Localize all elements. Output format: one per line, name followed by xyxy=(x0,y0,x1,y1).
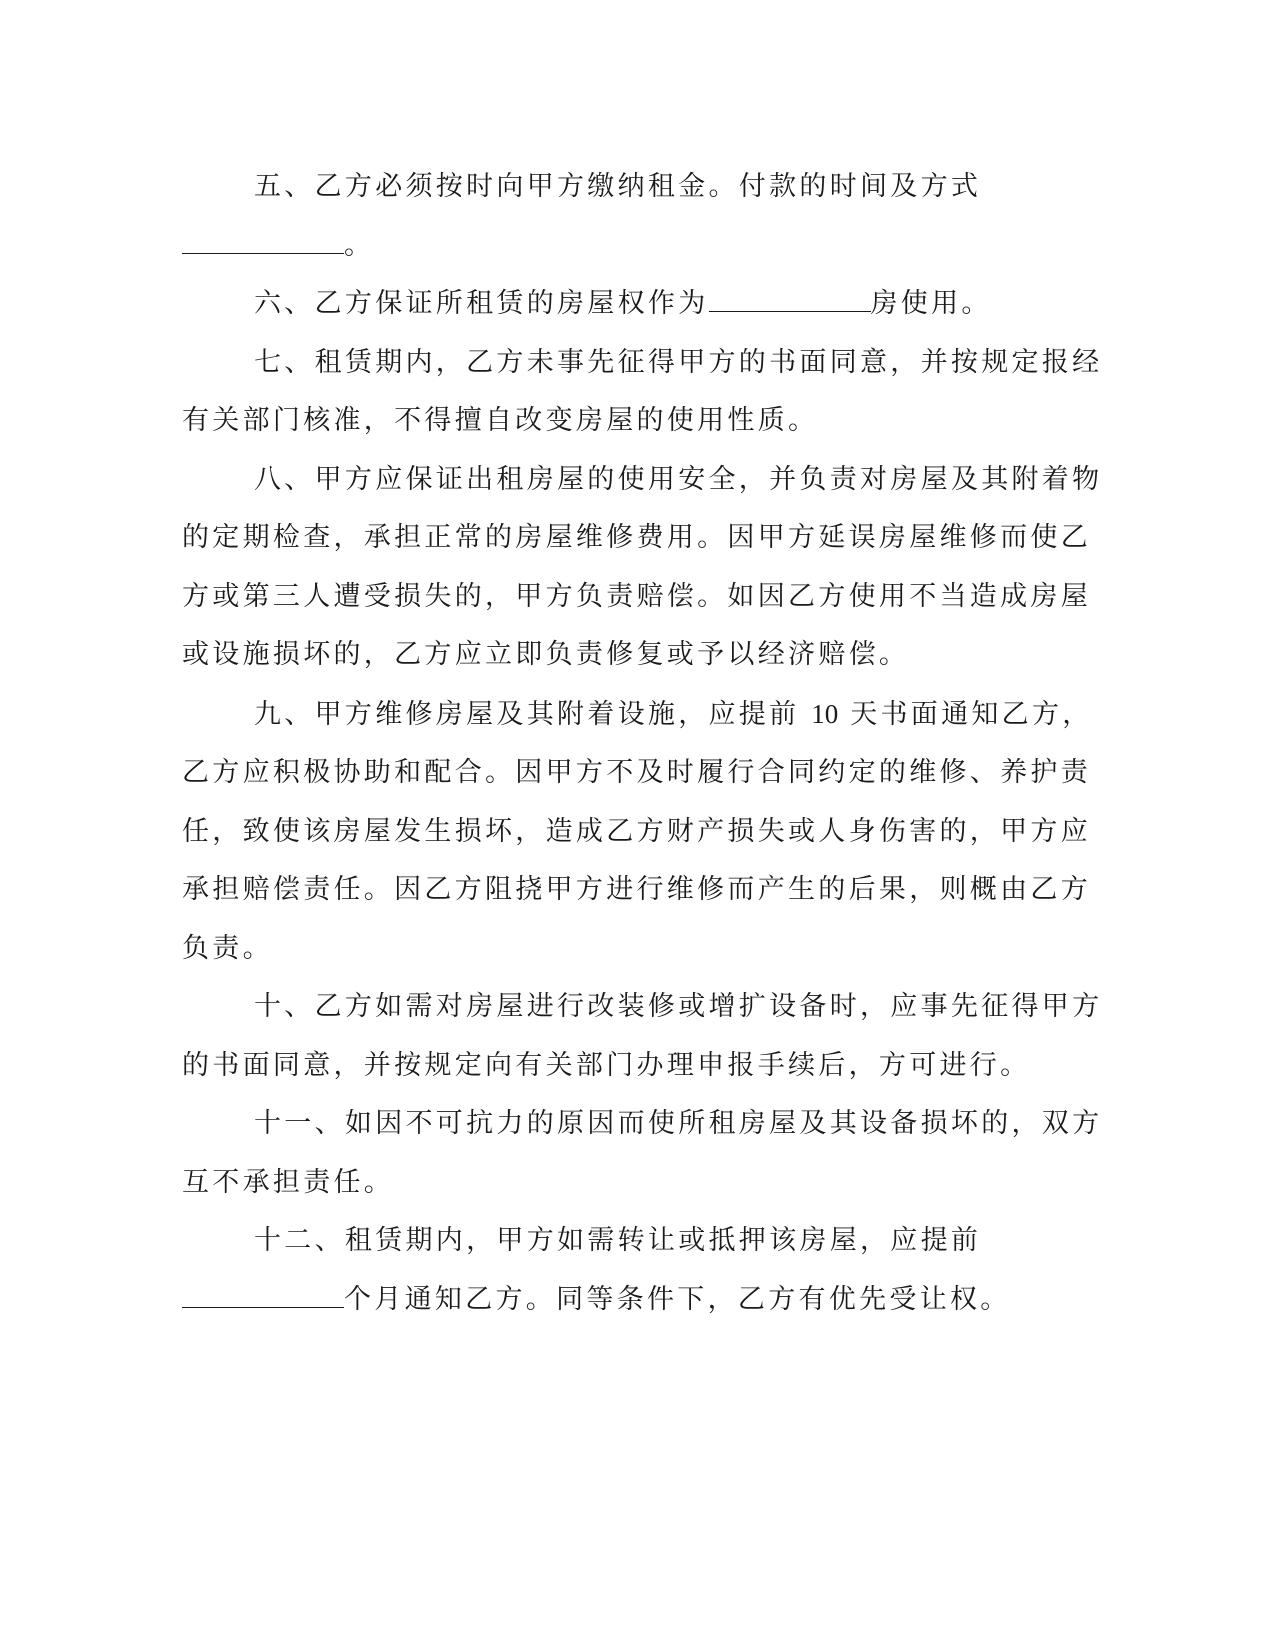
clause-9-line-1 xyxy=(182,685,1093,745)
clause-11-line-1: 十一、如因不可抗力的原因而使所租房屋及其设备损坏的，双方 xyxy=(254,1108,1103,1139)
clause-12-line-1: 十二、租赁期内，甲方如需转让或抵押该房屋，应提前 xyxy=(254,1225,982,1256)
clause-7-line-2: 有关部门核准，不得擅自改变房屋的使用性质。 xyxy=(182,405,819,436)
contract-body xyxy=(182,158,1103,1329)
clause-10-line-1: 十、乙方如需对房屋进行改装修或增扩设备时，应事先征得甲方 xyxy=(254,991,1103,1022)
fill-in-blank[interactable] xyxy=(709,289,871,312)
clause-8-line-3: 方或第三人遭受损失的，甲方负责赔偿。如因乙方使用不当造成房屋 xyxy=(182,580,1091,612)
clause-6 xyxy=(182,275,1052,334)
clause-9-line-2: 乙方应积极协助和配合。因甲方不及时履行合同约定的维修、养护责 xyxy=(182,757,1091,788)
clause-8-line-2: 的定期检查，承担正常的房屋维修费用。因甲方延误房屋维修而使乙 xyxy=(182,522,1091,553)
clause-9-line-3: 任，致使该房屋发生损坏，造成乙方财产损失或人身伤害的，甲方应 xyxy=(182,815,1091,847)
clause-9 xyxy=(182,685,1093,979)
clause-8-line-4: 或设施损坏的，乙方应立即负责修复或予以经济赔偿。 xyxy=(182,639,910,670)
clause-9-line-5: 负责。 xyxy=(182,932,273,964)
clause-7 xyxy=(182,334,1103,451)
clause-11-line-2: 互不承担责任。 xyxy=(182,1166,395,1198)
clause-5-line-1: 五、乙方必须按时向甲方缴纳租金。付款的时间及方式 xyxy=(254,171,982,202)
clause-12-line-2-text: 个月通知乙方。同等条件下，乙方有优先受让权。 xyxy=(344,1283,1011,1315)
clause-8 xyxy=(182,451,1103,685)
clause-10 xyxy=(182,978,1103,1095)
clause-9-text-a: 九、甲方维修房屋及其附着设施，应提前 xyxy=(254,698,800,730)
fill-in-blank[interactable] xyxy=(182,1285,344,1308)
clause-6-line-1 xyxy=(182,275,1052,334)
clause-12 xyxy=(182,1212,1052,1329)
clause-11 xyxy=(182,1095,1103,1212)
clause-12-line-2 xyxy=(182,1271,1052,1330)
clause-6-text-after: 房使用。 xyxy=(870,288,992,319)
clause-9-line-4: 承担赔偿责任。因乙方阻挠甲方进行维修而产生的后果，则概由乙方 xyxy=(182,874,1091,905)
clause-5-line-2 xyxy=(182,217,1052,276)
clause-9-days: 10 xyxy=(811,698,839,729)
clause-5 xyxy=(182,158,1052,275)
clause-6-text-before: 六、乙方保证所租赁的房屋权作为 xyxy=(254,288,709,319)
clause-8-line-1: 八、甲方应保证出租房屋的使用安全，并负责对房屋及其附着物 xyxy=(254,463,1103,495)
fill-in-blank[interactable] xyxy=(182,231,344,254)
clause-9-text-b: 天书面通知乙方， xyxy=(850,698,1093,730)
clause-10-line-2: 的书面同意，并按规定向有关部门办理申报手续后，方可进行。 xyxy=(182,1049,1031,1081)
clause-7-line-1: 七、租赁期内，乙方未事先征得甲方的书面同意，并按规定报经 xyxy=(254,346,1103,378)
clause-5-line-2-text: 。 xyxy=(344,229,375,261)
